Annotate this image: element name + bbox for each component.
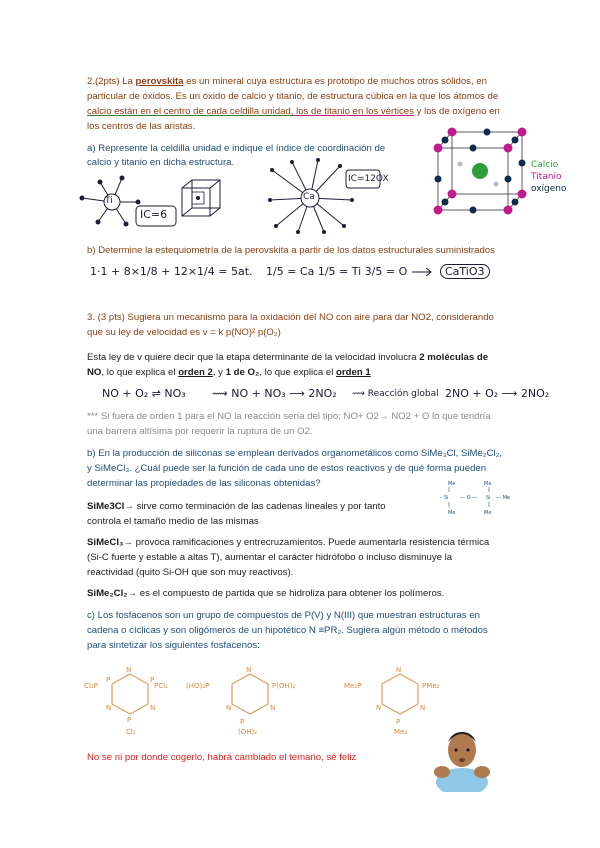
svg-text:Me₂P: Me₂P (344, 682, 362, 690)
svg-text:N: N (396, 666, 402, 674)
svg-text:P: P (240, 718, 245, 726)
q2b-line: b) Determine la estequiometría de la perovskita a partir de los datos estructurales suministrados (87, 245, 495, 256)
q2a-line-1: a) Represente la celdilla unidad e indique el índice de coordinación de (87, 143, 386, 154)
hand-ic6-label: IC=6 (140, 208, 168, 221)
q2-line-1: 2.(2pts) La perovskita es un mineral cuya estructura es prototipo de muchos otros sólidos, en (87, 76, 487, 87)
svg-text:Si: Si (444, 495, 449, 501)
q3b-line-1: b) En la producción de siliconas se emplean derivados organometálicos como SiMe₃Cl, SiMe₂Cl₂, (87, 448, 503, 459)
simecl3-line-2: (Si-C fuerte y estable a altas T), aumentar el carácter hidrófobo o incluso disminuye la (87, 552, 453, 563)
perovskite-unit-cell (430, 126, 530, 218)
sime2cl2-line: SiMe₂Cl₂→ es el compuesto de partida que se hidroliza para obtener los polímeros. (87, 588, 445, 599)
simecl3-line-1: SiMeCl₃→ provoca ramificaciones y entrecruzamientos. Puede aumentarla resistencia térmica (87, 537, 490, 548)
legend-oxigeno: oxígeno (531, 184, 567, 194)
mechanism-step-1: NO + O₂ ⇌ NO₃ (102, 387, 186, 400)
svg-text:N: N (270, 704, 276, 712)
mechanism-step-2: ⟿ NO + NO₃ ⟶ 2NO₂ (212, 387, 337, 400)
svg-text:P: P (127, 716, 132, 724)
svg-text:(HO)₂P: (HO)₂P (186, 682, 210, 690)
q3b-line-2: y SiMeCl₃. ¿Cuál puede ser la función de cada uno de estos reactivos y de qué forma pueden (87, 463, 487, 474)
footer-comment: No se ni por donde cogerlo, habrá cambiado el temario, sé feliz (87, 752, 357, 763)
mechanism-global-equation: 2NO + O₂ ⟶ 2NO₂ (445, 387, 550, 400)
simecl-line-1: SiMe3Cl→ sirve como terminación de las cadenas lineales y por tanto (87, 501, 386, 512)
stoich-fractions: 1/5 = Ca 1/5 = Ti 3/5 = O (266, 265, 408, 278)
svg-text:Cl₂P: Cl₂P (84, 682, 98, 690)
q3-note-line-2: una barrera altísima por requerir la ruptura de un O2. (87, 426, 313, 437)
svg-text:N: N (246, 666, 252, 674)
svg-text:PCl₂: PCl₂ (154, 682, 168, 690)
q3-note-line-1: *** Si fuera de orden 1 para el NO la reacción sería del tipo: NO+ O2→ NO2 + O lo que tendría (87, 411, 491, 422)
svg-text:Me: Me (448, 510, 456, 516)
svg-text:Me: Me (448, 481, 456, 487)
q3-answer-line-2: NO, lo que explica el orden 2, y 1 de O₂, lo que explica el orden 1 (87, 367, 371, 378)
svg-text:PMe₂: PMe₂ (422, 682, 440, 690)
q2a-line-2: calcio y titanio en dicha estructura. (87, 157, 235, 168)
q3c-line-3: para sintetizar los siguientes fosfacenos: (87, 640, 260, 651)
svg-text:N: N (126, 666, 132, 674)
q3c-line-2: cadena o cíclicas y son oligómeros de un hipotético N ≡PR₂. Sugiera algún método o métodos (87, 625, 488, 636)
svg-text:Me: Me (484, 481, 492, 487)
svg-text:Si: Si (486, 495, 491, 501)
svg-text:P(OH)₂: P(OH)₂ (272, 682, 296, 690)
svg-text:(OH)₂: (OH)₂ (238, 728, 258, 736)
svg-text:-: - (440, 495, 442, 501)
svg-text:N: N (376, 704, 382, 712)
simecl3-line-3: reactividad (quito Si-OH que son muy reactivos). (87, 567, 294, 578)
cartoon-person-image (428, 720, 490, 792)
svg-text:P: P (106, 676, 111, 684)
q2-line-3: calcio están en el centro de cada celdilla unidad, los de titanio en los vértices y los de oxígeno en (87, 106, 500, 117)
svg-text:Cl₂: Cl₂ (126, 728, 136, 736)
legend-titanio: Titanio (531, 172, 562, 182)
svg-text:Me: Me (484, 510, 492, 516)
ti-coordination-sketch (78, 172, 178, 232)
q3-answer-line-1: Esta ley de v quiere decir que la etapa determinante de la velocidad involucra 2 moléculas de (87, 352, 489, 363)
cube-sketch (178, 178, 224, 224)
q3c-line-1: c) Los fosfacenos son un grupo de compuestos de P(V) y N(III) que muestran estructuras en (87, 610, 481, 621)
svg-text:P: P (150, 676, 155, 684)
stoich-arrow (410, 266, 436, 278)
legend-calcio: Calcio (531, 160, 559, 170)
hand-ti-label: Ti (105, 196, 113, 206)
svg-text:N: N (226, 704, 232, 712)
q3b-line-3: determinar las propiedades de las siliconas obtenidas? (87, 478, 321, 489)
svg-text:N: N (106, 704, 112, 712)
hand-ic12-label: IC=12OX (348, 174, 389, 184)
q2-line-2: particular de óxidos. Es un óxido de calcio y titanio, de estructura cúbica en la que los átomos de (87, 91, 499, 102)
hand-ca-label: Ca (303, 192, 315, 202)
q2-line-4: los centros de las aristas. (87, 121, 196, 132)
svg-text:— Me: — Me (496, 495, 510, 501)
simecl-line-2: controla el tamaño medio de las mismas (87, 516, 259, 527)
stoich-result-formula: CaTiO3 (440, 264, 490, 279)
svg-text:Me₂: Me₂ (394, 728, 408, 736)
q3-line-1: 3. (3 pts) Sugiera un mecanismo para la oxidación del NO con aire para dar NO2, considerando (87, 312, 494, 323)
ca-coordination-sketch (262, 156, 382, 236)
svg-text:N: N (150, 704, 156, 712)
svg-text:N: N (420, 704, 426, 712)
perovskita-term: perovskita (135, 76, 184, 87)
stoich-sum: 1·1 + 8×1/8 + 12×1/4 = 5at. (90, 265, 253, 278)
q3-line-2: que su ley de velocidad es v = k p(NO)² p(O₂) (87, 327, 281, 338)
silicone-structure (440, 476, 530, 518)
svg-text:— O —: — O — (460, 495, 478, 501)
mechanism-global-label: ⟿ Reacción global (352, 389, 439, 399)
svg-text:P: P (396, 718, 401, 726)
